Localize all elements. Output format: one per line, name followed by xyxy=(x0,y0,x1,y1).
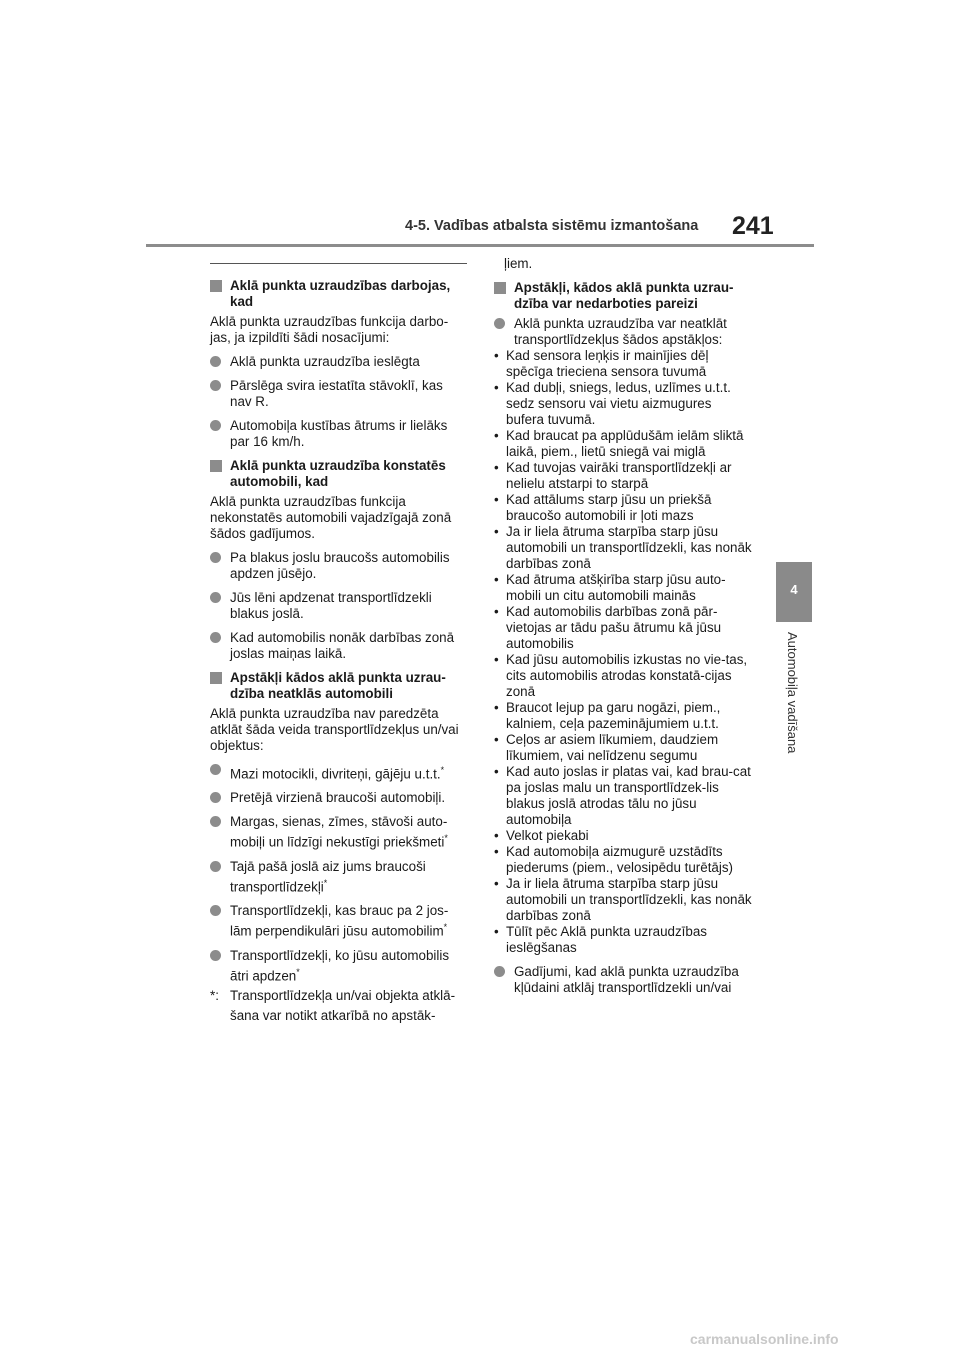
bullet-item: Transportlīdzekļi, kas brauc pa 2 jos-lām perpendikulāri jūsu automobilim* xyxy=(210,903,468,939)
right-column xyxy=(494,256,752,1004)
bullet-icon xyxy=(210,420,221,431)
bullet-item: Transportlīdzekļi, ko jūsu automobilis ātri apdzen* xyxy=(210,948,468,984)
bullet-item: Kad automobilis nonāk darbības zonā joslas maiņas laikā. xyxy=(210,630,468,662)
sub-list xyxy=(494,348,752,956)
paragraph: Aklā punkta uzraudzība nav paredzēta atklāt šāda veida transportlīdzekļus un/vai objektus: xyxy=(210,706,459,753)
heading-not-detected: Apstākļi kādos aklā punkta uzrau-dzība neatklās automobili xyxy=(210,670,468,702)
bullet-icon xyxy=(210,764,221,775)
footnote-text: Transportlīdzekļa un/vai objekta atklā-šana var notikt atkarībā no apstāk- xyxy=(230,988,456,1024)
bullet-icon xyxy=(210,632,221,643)
list-item: • Tūlīt pēc Aklā punkta uzraudzības ieslēgšanas xyxy=(494,924,752,956)
paragraph: Aklā punkta uzraudzības funkcija darbo-jas, ja izpildīti šādi nosacījumi: xyxy=(210,314,449,345)
paragraph: Aklā punkta uzraudzības funkcija nekonstatēs automobili vajadzīgajā zonā šādos gadījumos. xyxy=(210,494,452,541)
footnote-ref: * xyxy=(296,966,300,977)
bullet-icon xyxy=(210,356,221,367)
footnote xyxy=(210,986,468,1026)
bullet-item: Tajā pašā joslā aiz jums braucoši transportlīdzekļi* xyxy=(210,859,468,895)
chapter-label: Automobiļa vadīšana xyxy=(785,632,800,754)
list-item: • Ja ir liela ātruma starpība starp jūsu automobili un transportlīdzekli, kas nonāk darbības zonā xyxy=(494,524,752,572)
heading-operation: Aklā punkta uzraudzības darbojas, kad xyxy=(210,278,468,310)
bullet-item: Aklā punkta uzraudzība var neatklāt transportlīdzekļus šādos apstākļos: xyxy=(494,316,752,348)
list-item: • Kad jūsu automobilis izkustas no vie-tas, cits automobilis atrodas konstatā-cijas zonā xyxy=(494,652,752,700)
list-item: • Kad tuvojas vairāki transportlīdzekļi ar nelielu atstarpi to starpā xyxy=(494,460,752,492)
bullet-icon xyxy=(210,950,221,961)
bullet-item: Mazi motocikli, divriteņi, gājēju u.t.t.* xyxy=(210,762,468,782)
list-item: • Velkot piekabi xyxy=(494,828,752,844)
bullet-icon xyxy=(210,816,221,827)
bullet-item: Margas, sienas, zīmes, stāvoši auto-mobiļi un līdzīgi nekustīgi priekšmeti* xyxy=(210,814,468,850)
bullet-icon xyxy=(210,592,221,603)
list-item: • Kad auto joslas ir platas vai, kad brau-cat pa joslas malu un transportlīdzek-lis blakus joslā atrodas tālu no jūsu automobiļa xyxy=(494,764,752,828)
bullet-item: Gadījumi, kad aklā punkta uzraudzība kļūdaini atklāj transportlīdzekli un/vai xyxy=(494,964,752,996)
footnote-ref: * xyxy=(443,922,448,933)
bullet-icon xyxy=(210,552,221,563)
list-item: • Kad sensora leņķis ir mainījies dēļ spēcīga trieciena sensora tuvumā xyxy=(494,348,752,380)
list-item: • Kad dubļi, sniegs, ledus, uzlīmes u.t.t. sedz sensoru vai vietu aizmugures bufera tuvumā. xyxy=(494,380,752,428)
footnote-mark: *: xyxy=(210,988,219,1004)
footnote-ref: * xyxy=(444,833,448,844)
bullet-icon xyxy=(494,318,505,329)
bullet-icon xyxy=(210,792,221,803)
bullet-item: Automobiļa kustības ātrums ir lielāks par 16 km/h. xyxy=(210,418,468,450)
bullet-icon xyxy=(210,861,221,872)
continued-text: ļiem. xyxy=(504,256,533,271)
column-top-rule xyxy=(210,263,467,264)
page-number: 241 xyxy=(732,212,774,240)
list-item: • Kad ātruma atšķirība starp jūsu auto-mobili un citu automobili mainās xyxy=(494,572,752,604)
list-item: • Braucot lejup pa garu nogāzi, piem., kalniem, ceļa pazeminājumiem u.t.t. xyxy=(494,700,752,732)
bullet-item: Pretējā virzienā braucoši automobiļi. xyxy=(210,790,468,806)
list-item: • Ceļos ar asiem līkumiem, daudziem līkumiem, vai nelīdzenu segumu xyxy=(494,732,752,764)
list-item: • Kad braucat pa applūdušām ielām sliktā laikā, piem., lietū sniegā vai miglā xyxy=(494,428,752,460)
bullet-icon xyxy=(210,905,221,916)
footnote-ref: * xyxy=(323,877,328,888)
heading-detection: Aklā punkta uzraudzība konstatēs automobili, kad xyxy=(210,458,468,490)
bullet-item: Pārslēga svira iestatīta stāvoklī, kas nav R. xyxy=(210,378,468,410)
list-item: • Kad attālums starp jūsu un priekšā braucošo automobili ir ļoti mazs xyxy=(494,492,752,524)
list-item: • Ja ir liela ātruma starpība starp jūsu automobili un transportlīdzekli, kas nonāk darbības zonā xyxy=(494,876,752,924)
list-item: • Kad automobiļa aizmugurē uzstādīts piederums (piem., velosipēdu turētājs) xyxy=(494,844,752,876)
list-item: • Kad automobilis darbības zonā pār-vietojas ar tādu pašu ātrumu kā jūsu automobilis xyxy=(494,604,752,652)
bullet-item: Aklā punkta uzraudzība ieslēgta xyxy=(210,354,468,370)
bullet-icon xyxy=(210,380,221,391)
bullet-item: Pa blakus joslu braucošs automobilis apdzen jūsējo. xyxy=(210,550,468,582)
left-column xyxy=(210,270,468,1026)
heading-may-not-work: Apstākļi, kādos aklā punkta uzrau-dzība var nedarboties pareizi xyxy=(494,280,752,312)
header-rule xyxy=(146,244,814,247)
bullet-icon xyxy=(494,966,505,977)
bullet-item: Jūs lēni apdzenat transportlīdzekli blakus joslā. xyxy=(210,590,468,622)
section-title: 4-5. Vadības atbalsta sistēmu izmantošana xyxy=(405,218,699,234)
watermark: carmanualsonline.info xyxy=(690,1331,839,1347)
footnote-ref: * xyxy=(440,765,445,775)
chapter-number: 4 xyxy=(790,582,798,597)
